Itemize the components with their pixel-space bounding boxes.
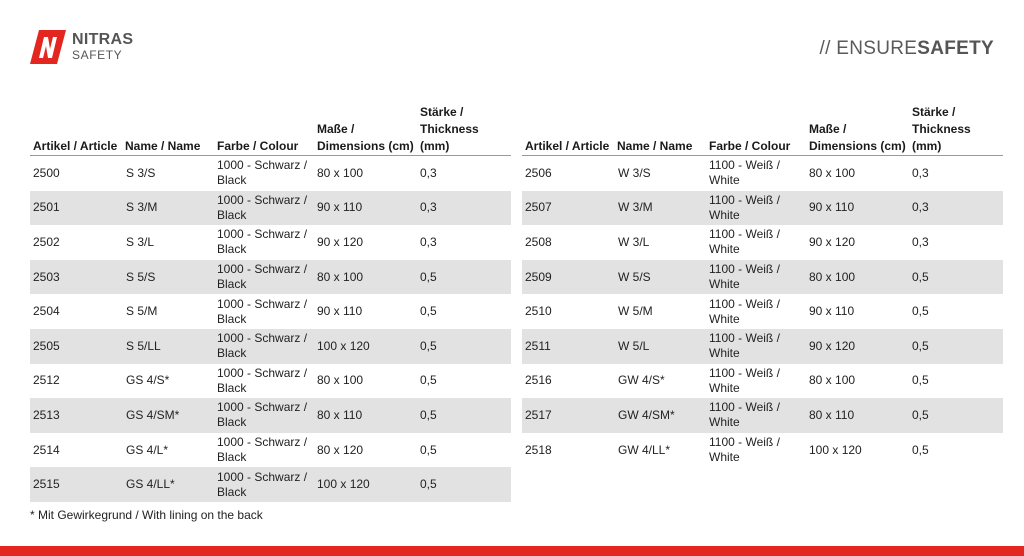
cell-thickness: 0,3 <box>912 165 929 180</box>
header-colour: Farbe / Colour <box>214 104 314 156</box>
cell-name: S 3/S <box>126 165 156 180</box>
tagline-prefix: // ENSURE <box>819 38 918 59</box>
cell-thickness: 0,5 <box>417 398 511 433</box>
cell-colour <box>214 294 314 329</box>
cell-name: S 5/LL <box>122 329 214 364</box>
colour-line2: White <box>709 173 740 188</box>
colour-line2: White <box>709 242 740 257</box>
cell-name: W 5/S <box>614 260 706 295</box>
table-row <box>30 398 511 433</box>
table-row <box>522 398 1003 433</box>
colour-line2: White <box>709 207 740 222</box>
tagline <box>820 38 994 60</box>
header-colour: Farbe / Colour <box>706 104 806 156</box>
colour-line2: Black <box>217 311 247 326</box>
table-row <box>30 225 511 260</box>
colour-line2: Black <box>217 277 247 292</box>
cell-dimensions: 80 x 100 <box>317 165 364 180</box>
header-dimensions-line1: Maße / <box>317 122 355 136</box>
cell-name: S 3/M <box>122 191 214 226</box>
colour-line1: 1100 - Weiß / <box>709 227 780 242</box>
header-thickness <box>417 104 511 156</box>
table-row <box>30 364 511 399</box>
cell-article: 2517 <box>522 398 614 433</box>
cell-dimensions: 90 x 120 <box>806 329 909 364</box>
cell-article: 2516 <box>525 373 552 388</box>
table-row <box>30 191 511 226</box>
cell-thickness: 0,5 <box>417 467 511 502</box>
cell-article: 2503 <box>30 260 122 295</box>
cell-colour <box>214 156 314 191</box>
header-name: Name / Name <box>614 104 706 156</box>
brand-name: NITRAS <box>72 30 134 48</box>
table-row <box>30 433 511 468</box>
cell-thickness: 0,5 <box>912 442 929 457</box>
cell-article: 2510 <box>525 304 552 319</box>
brand-logo <box>30 28 133 64</box>
colour-line1: 1100 - Weiß / <box>709 192 780 207</box>
product-table-white <box>522 104 1003 467</box>
cell-colour <box>214 225 314 260</box>
cell-colour <box>214 260 314 295</box>
table-header-row <box>30 104 511 156</box>
header-dimensions <box>806 104 909 156</box>
cell-colour <box>706 433 806 468</box>
colour-line2: Black <box>217 242 247 257</box>
cell-name: GS 4/L* <box>126 442 169 457</box>
cell-article: 2511 <box>522 329 614 364</box>
colour-line1: 1000 - Schwarz / <box>217 296 308 311</box>
colour-line2: White <box>709 277 740 292</box>
cell-dimensions: 80 x 100 <box>314 260 417 295</box>
header-article: Artikel / Article <box>522 104 614 156</box>
colour-line1: 1100 - Weiß / <box>709 365 780 380</box>
cell-article: 2500 <box>33 165 60 180</box>
cell-name: S 5/S <box>122 260 214 295</box>
cell-name: GS 4/S* <box>126 373 170 388</box>
cell-dimensions: 100 x 120 <box>809 442 862 457</box>
cell-dimensions: 80 x 100 <box>317 373 364 388</box>
header-article: Artikel / Article <box>30 104 122 156</box>
colour-line1: 1000 - Schwarz / <box>217 469 308 484</box>
cell-colour <box>214 329 314 364</box>
table-row <box>522 225 1003 260</box>
colour-line2: Black <box>217 207 247 222</box>
cell-thickness: 0,3 <box>420 234 437 249</box>
cell-name: S 3/L <box>126 234 155 249</box>
colour-line1: 1000 - Schwarz / <box>217 158 308 173</box>
cell-name: W 3/S <box>618 165 651 180</box>
table-row <box>522 156 1003 191</box>
cell-thickness: 0,3 <box>909 191 1003 226</box>
cell-colour <box>706 191 806 226</box>
cell-article: 2502 <box>33 234 60 249</box>
cell-colour <box>706 225 806 260</box>
table-row <box>30 156 511 191</box>
colour-line1: 1100 - Weiß / <box>709 296 780 311</box>
colour-line2: White <box>709 380 740 395</box>
cell-dimensions: 80 x 110 <box>806 398 909 433</box>
cell-article: 2509 <box>522 260 614 295</box>
colour-line1: 1100 - Weiß / <box>709 435 780 450</box>
cell-article: 2501 <box>30 191 122 226</box>
cell-thickness: 0,3 <box>417 191 511 226</box>
header-thickness-line2: Thickness (mm) <box>420 122 479 153</box>
cell-colour <box>214 433 314 468</box>
colour-line1: 1100 - Weiß / <box>709 262 780 277</box>
cell-thickness: 0,3 <box>912 234 929 249</box>
colour-line2: Black <box>217 173 247 188</box>
cell-colour <box>214 467 314 502</box>
cell-article: 2505 <box>30 329 122 364</box>
cell-article: 2512 <box>33 373 60 388</box>
cell-article: 2515 <box>30 467 122 502</box>
cell-colour <box>706 260 806 295</box>
colour-line1: 1000 - Schwarz / <box>217 400 308 415</box>
cell-article: 2518 <box>525 442 552 457</box>
cell-colour <box>214 364 314 399</box>
cell-thickness: 0,5 <box>417 260 511 295</box>
cell-thickness: 0,5 <box>909 329 1003 364</box>
product-table-black <box>30 104 511 502</box>
cell-colour <box>706 364 806 399</box>
cell-colour <box>706 329 806 364</box>
cell-colour <box>706 398 806 433</box>
cell-name: W 3/M <box>614 191 706 226</box>
table-row <box>522 294 1003 329</box>
colour-line1: 1100 - Weiß / <box>709 331 780 346</box>
colour-line2: Black <box>217 380 247 395</box>
cell-dimensions: 80 x 100 <box>806 260 909 295</box>
cell-dimensions: 80 x 100 <box>809 165 856 180</box>
table-row <box>522 364 1003 399</box>
cell-colour <box>706 156 806 191</box>
cell-name: GW 4/SM* <box>614 398 706 433</box>
colour-line2: White <box>709 311 740 326</box>
table-row <box>522 191 1003 226</box>
header-name: Name / Name <box>122 104 214 156</box>
table-row <box>30 329 511 364</box>
cell-dimensions: 90 x 110 <box>809 304 855 319</box>
colour-line2: Black <box>217 415 247 430</box>
cell-colour <box>214 398 314 433</box>
cell-thickness: 0,5 <box>417 329 511 364</box>
cell-dimensions: 90 x 110 <box>317 304 363 319</box>
header-dimensions <box>314 104 417 156</box>
cell-name: W 5/M <box>618 304 653 319</box>
cell-thickness: 0,5 <box>912 373 929 388</box>
cell-dimensions: 100 x 120 <box>314 329 417 364</box>
colour-line2: Black <box>217 450 247 465</box>
cell-colour <box>214 191 314 226</box>
cell-thickness: 0,5 <box>420 442 437 457</box>
cell-colour <box>706 294 806 329</box>
table-header-row <box>522 104 1003 156</box>
cell-name: S 5/M <box>126 304 158 319</box>
cell-dimensions: 80 x 120 <box>317 442 364 457</box>
footer-accent-bar <box>0 546 1024 556</box>
table-row <box>522 433 1003 468</box>
table-row <box>522 260 1003 295</box>
cell-dimensions: 100 x 120 <box>314 467 417 502</box>
colour-line2: White <box>709 450 740 465</box>
cell-dimensions: 90 x 110 <box>314 191 417 226</box>
cell-name: W 3/L <box>618 234 650 249</box>
colour-line1: 1100 - Weiß / <box>709 158 780 173</box>
cell-article: 2504 <box>33 304 60 319</box>
cell-article: 2506 <box>525 165 552 180</box>
table-row <box>30 294 511 329</box>
table-row <box>522 329 1003 364</box>
colour-line2: White <box>709 346 740 361</box>
cell-name: GW 4/LL* <box>618 442 671 457</box>
cell-dimensions: 90 x 120 <box>809 234 856 249</box>
cell-article: 2513 <box>30 398 122 433</box>
header-thickness <box>909 104 1003 156</box>
cell-name: GW 4/S* <box>618 373 665 388</box>
colour-line1: 1000 - Schwarz / <box>217 365 308 380</box>
cell-dimensions: 90 x 120 <box>317 234 364 249</box>
header-thickness-line1: Stärke / <box>912 105 956 119</box>
colour-line1: 1000 - Schwarz / <box>217 227 308 242</box>
cell-dimensions: 80 x 100 <box>809 373 856 388</box>
cell-article: 2507 <box>522 191 614 226</box>
colour-line1: 1000 - Schwarz / <box>217 331 308 346</box>
header-thickness-line2: Thickness (mm) <box>912 122 971 153</box>
colour-line1: 1000 - Schwarz / <box>217 435 308 450</box>
header-dimensions-line1: Maße / <box>809 122 847 136</box>
header-dimensions-line2: Dimensions (cm) <box>809 139 906 153</box>
cell-article: 2514 <box>33 442 60 457</box>
colour-line2: White <box>709 415 740 430</box>
footnote: * Mit Gewirkegrund / With lining on the back <box>30 508 263 522</box>
cell-name: GS 4/SM* <box>122 398 214 433</box>
colour-line2: Black <box>217 346 247 361</box>
brand-sub: SAFETY <box>72 47 123 62</box>
cell-thickness: 0,5 <box>909 398 1003 433</box>
cell-name: W 5/L <box>614 329 706 364</box>
cell-thickness: 0,5 <box>420 373 437 388</box>
cell-thickness: 0,5 <box>912 304 929 319</box>
cell-dimensions: 80 x 110 <box>314 398 417 433</box>
table-row <box>30 467 511 502</box>
header-thickness-line1: Stärke / <box>420 105 464 119</box>
cell-dimensions: 90 x 110 <box>806 191 909 226</box>
cell-thickness: 0,3 <box>420 165 437 180</box>
header-dimensions-line2: Dimensions (cm) <box>317 139 414 153</box>
cell-name: GS 4/LL* <box>122 467 214 502</box>
colour-line1: 1000 - Schwarz / <box>217 192 308 207</box>
cell-article: 2508 <box>525 234 552 249</box>
cell-thickness: 0,5 <box>909 260 1003 295</box>
cell-thickness: 0,5 <box>420 304 437 319</box>
colour-line1: 1000 - Schwarz / <box>217 262 308 277</box>
colour-line1: 1100 - Weiß / <box>709 400 780 415</box>
nitras-n-logo-icon <box>30 28 66 64</box>
table-row <box>30 260 511 295</box>
tagline-bold: SAFETY <box>917 38 994 59</box>
colour-line2: Black <box>217 484 247 499</box>
